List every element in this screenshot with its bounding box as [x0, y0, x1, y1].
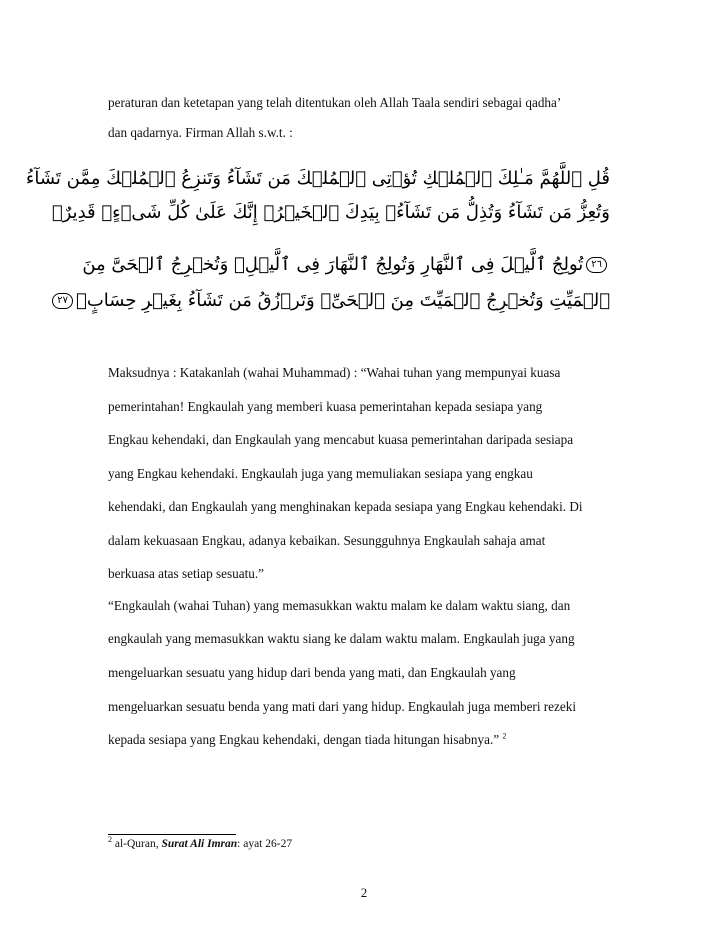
- footnote-divider: [108, 834, 236, 835]
- verse-line-4-row: [57, 290, 610, 312]
- intro-line-1: peraturan dan ketetapan yang telah ditentukan oleh Allah Taala sendiri sebagai qadha’: [108, 95, 562, 110]
- body-line-5: kehendaki, dan Engkaulah yang menghinakan kepada sesiapa yang Engkau kehendaki. Di: [108, 499, 583, 514]
- verse-line-3: تُولِجُ ٱلَّيۡلَ فِى ٱلنَّهَارِ وَتُولِجُ ٱلنَّهَارَ فِى ٱلَّيۡلِ‌ۖ وَتُخۡرِجُ ٱلۡحَىَّ مِنَ: [82, 254, 584, 275]
- body-line-1: Maksudnya : Katakanlah (wahai Muhammad) : “Wahai tuhan yang mempunyai kuasa: [108, 365, 561, 380]
- body-line-8: “Engkaulah (wahai Tuhan) yang memasukkan waktu malam ke dalam waktu siang, dan: [108, 598, 571, 613]
- body-line-9: engkaulah yang memasukkan waktu siang ke dalam waktu malam. Engkaulah juga yang: [108, 631, 575, 646]
- intro-line-2: dan qadarnya. Firman Allah s.w.t. :: [108, 125, 293, 140]
- footnote-number: 2: [108, 835, 112, 845]
- body-line-4: yang Engkau kehendaki. Engkaulah juga yang memuliakan sesiapa yang engkau: [108, 466, 533, 481]
- footnote-suffix: : ayat 26-27: [237, 838, 293, 850]
- verse-line-1: قُلِ ٱللَّهُمَّ مَـٰلِكَ ٱلۡمُلۡكِ تُؤۡتِى ٱلۡمُلۡكَ مَن تَشَآءُ وَتَنزِعُ ٱلۡمُلۡكَ مِمَّن تَشَآءُ: [25, 168, 610, 189]
- footnote: [108, 835, 293, 850]
- verse-line-3-row: [82, 254, 610, 276]
- body-line-10: mengeluarkan sesuatu yang hidup dari benda yang mati, dan Engkaulah yang: [108, 665, 516, 680]
- footnote-reference[interactable]: 2: [502, 731, 507, 741]
- footnote-surah: Surat Ali Imran: [161, 838, 238, 850]
- body-line-3: Engkau kehendaki, dan Engkaulah yang mencabut kuasa pemerintahan daripada sesiapa: [108, 432, 574, 447]
- footnote-prefix: al-Quran,: [114, 838, 162, 850]
- body-line-12: kepada sesiapa yang Engkau kehendaki, dengan tiada hitungan hisabnya.”: [108, 732, 500, 747]
- body-line-6: dalam kekuasaan Engkau, adanya kebaikan. Sesungguhnya Engkaulah sahaja amat: [108, 533, 546, 548]
- verse-line-2: وَتُعِزُّ مَن تَشَآءُ وَتُذِلُّ مَن تَشَآءُ‌ۖ بِيَدِكَ ٱلۡخَيۡرُ‌ۖ إِنَّكَ عَلَىٰ كُلِّ شَىۡءٍ۬ قَدِيرٌ۬: [51, 202, 610, 223]
- body-line-7: berkuasa atas setiap sesuatu.”: [108, 566, 264, 581]
- page-number: 2: [360, 885, 368, 900]
- body-line-11: mengeluarkan sesuatu benda yang mati dari yang hidup. Engkaulah juga memberi rezeki: [108, 699, 576, 714]
- body-line-12-row: [108, 732, 506, 748]
- body-line-2: pemerintahan! Engkaulah yang memberi kuasa pemerintahan kepada sesiapa yang: [108, 399, 543, 414]
- ayah-marker-27: ٢٧: [52, 293, 73, 309]
- ayah-marker-26: ٢٦: [586, 257, 607, 273]
- verse-line-4: ٱلۡمَيِّتِ وَتُخۡرِجُ ٱلۡمَيِّتَ مِنَ ٱلۡحَىِّ‌ۖ وَتَرۡزُقُ مَن تَشَآءُ بِغَيۡرِ حِسَابٍ۬: [76, 290, 610, 311]
